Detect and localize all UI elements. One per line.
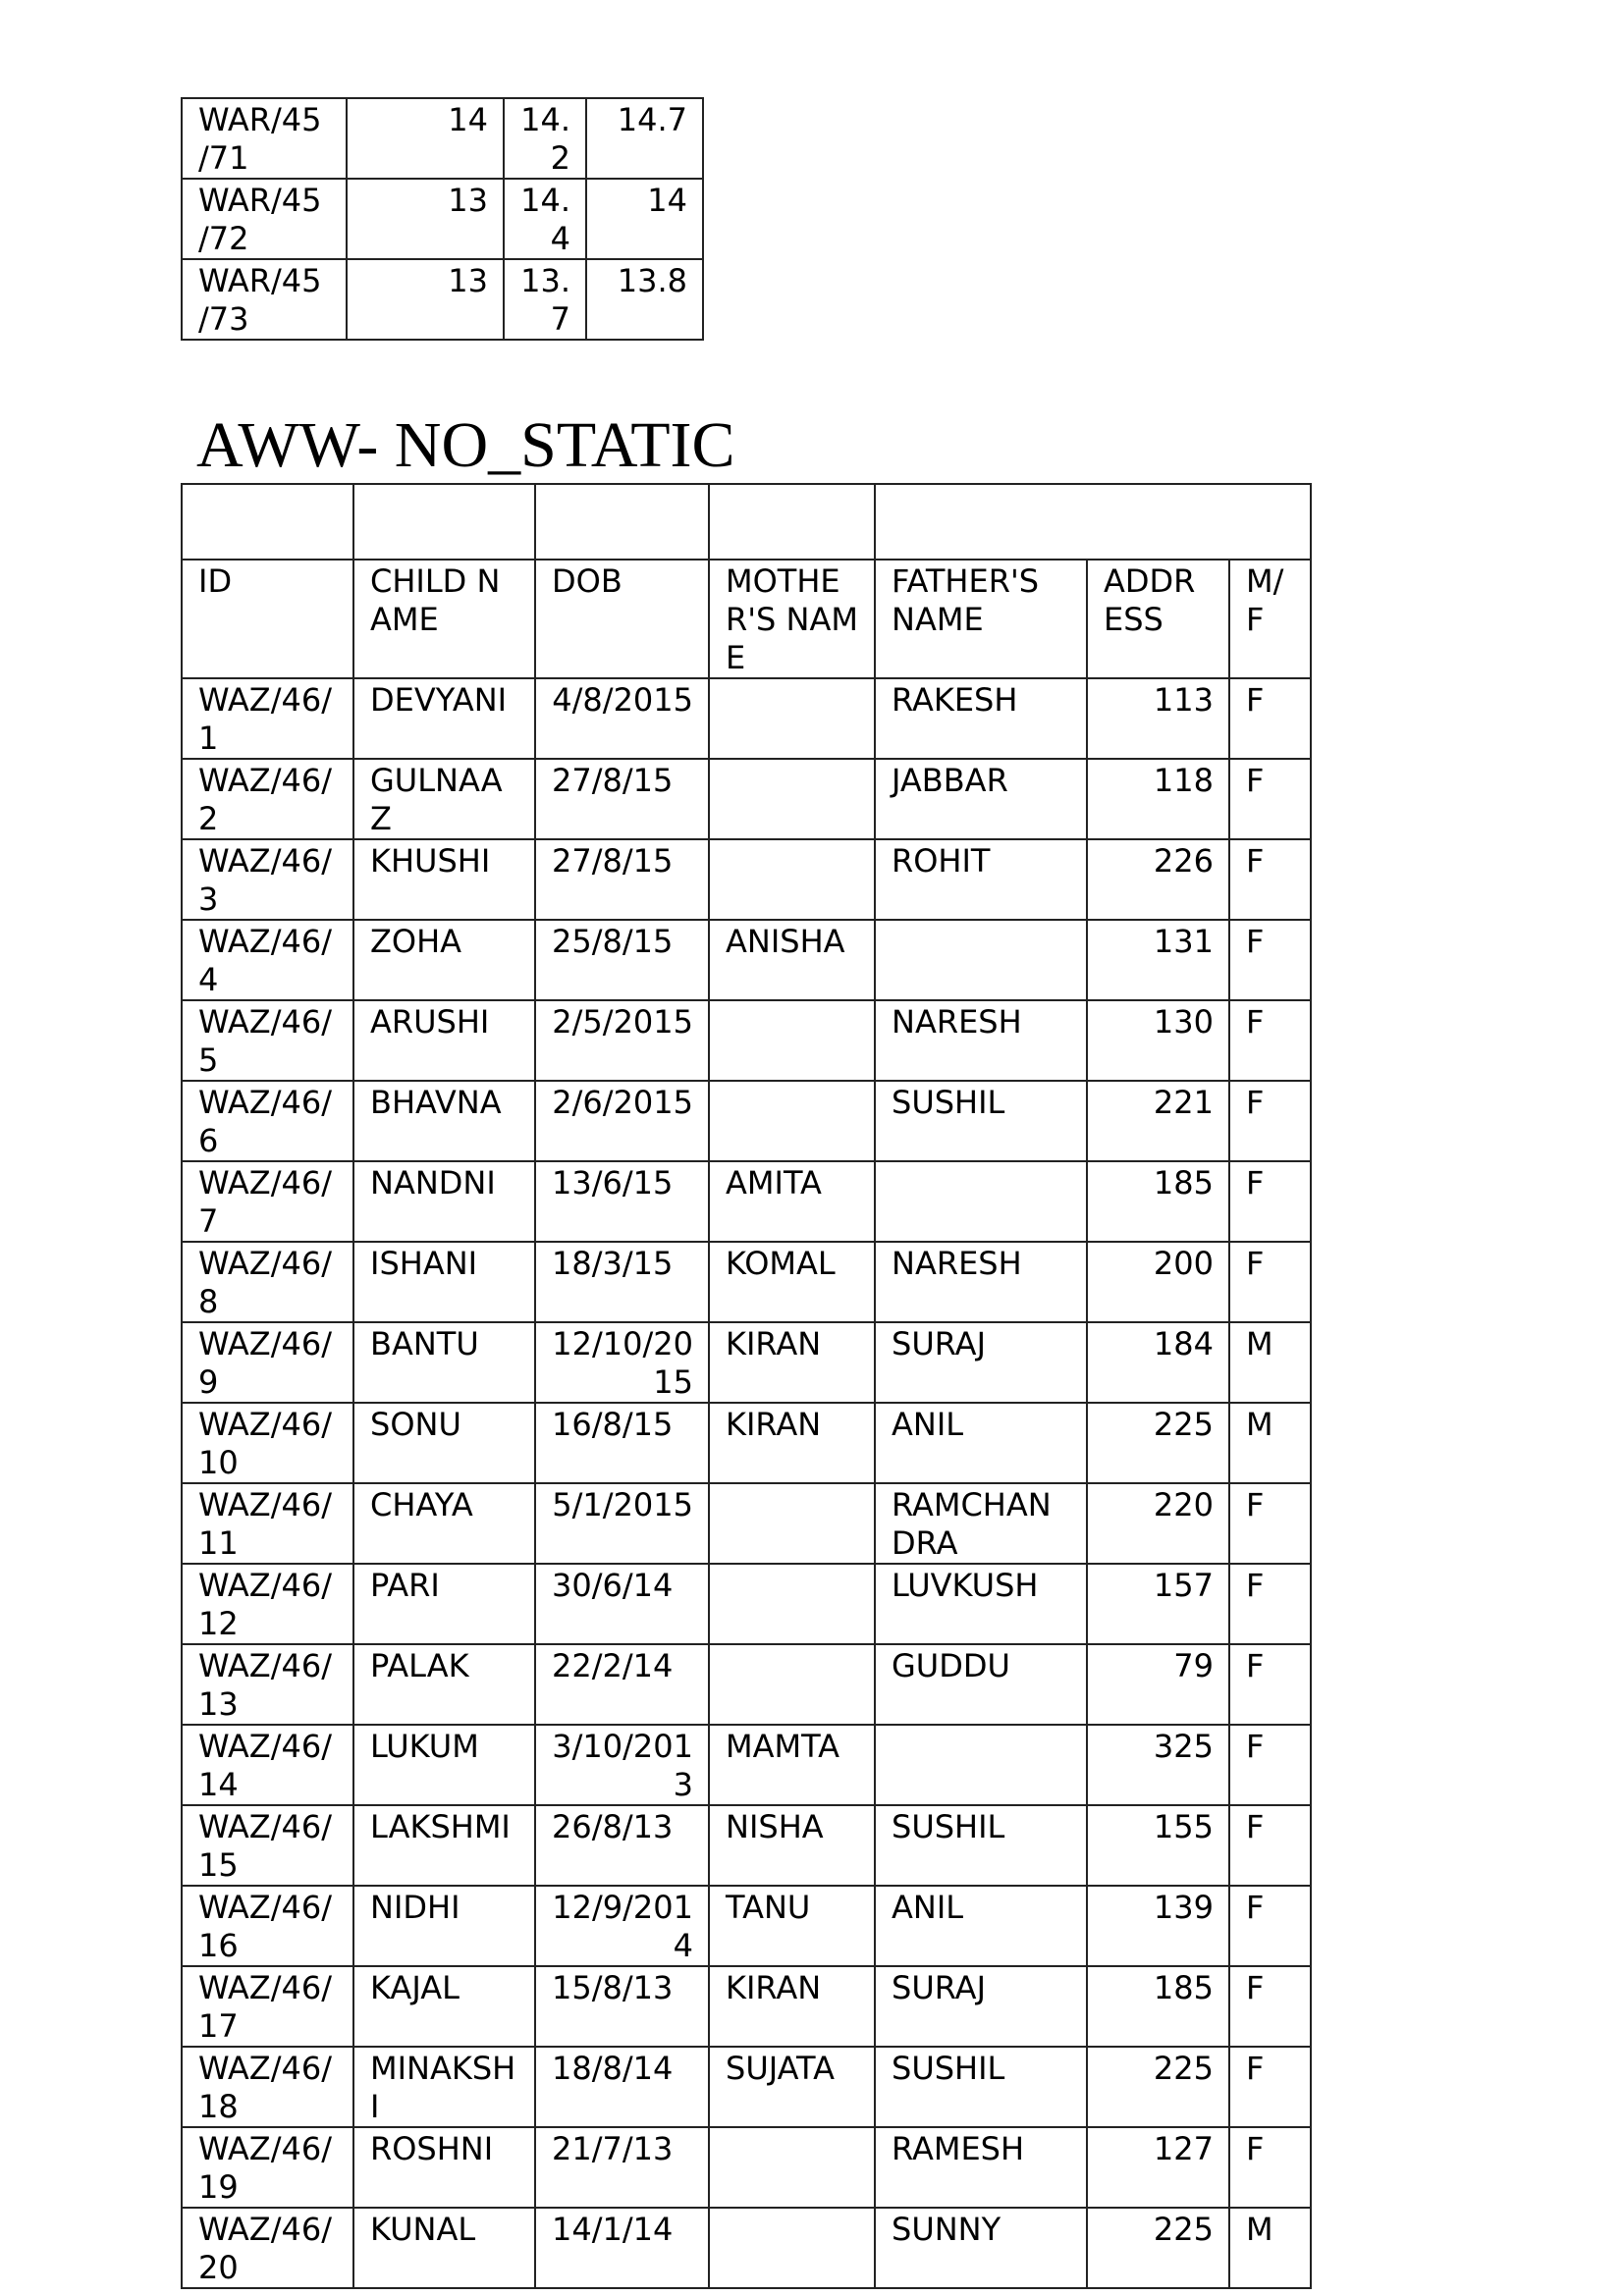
father-name-cell: LUVKUSH [875, 1564, 1087, 1644]
father-name-cell: GUDDU [875, 1644, 1087, 1725]
mother-name-cell [709, 759, 875, 839]
address-cell: 113 [1087, 678, 1229, 759]
father-name-cell: SUSHIL [875, 1805, 1087, 1886]
blank-cell [535, 484, 709, 560]
child-id-cell: WAZ/46/19 [182, 2127, 353, 2208]
address-cell: 131 [1087, 920, 1229, 1000]
row-id-cell: WAR/45 /73 [182, 259, 347, 340]
value-cell-1: 13 [347, 259, 504, 340]
sex-cell: F [1229, 1886, 1311, 1966]
mother-name-cell: KOMAL [709, 1242, 875, 1322]
sex-cell: F [1229, 1161, 1311, 1242]
dob-cell: 12/10/2015 [535, 1322, 709, 1403]
father-name-cell: ANIL [875, 1886, 1087, 1966]
address-cell: 139 [1087, 1886, 1229, 1966]
table-row [182, 1886, 1311, 1966]
dob-cell: 21/7/13 [535, 2127, 709, 2208]
child-name-cell: KAJAL [353, 1966, 535, 2047]
address-cell: 157 [1087, 1564, 1229, 1644]
dob-cell: 22/2/14 [535, 1644, 709, 1725]
address-cell: 118 [1087, 759, 1229, 839]
table-row [182, 920, 1311, 1000]
dob-cell: 5/1/2015 [535, 1483, 709, 1564]
mother-name-cell [709, 1081, 875, 1161]
father-name-cell: SURAJ [875, 1322, 1087, 1403]
address-cell: 226 [1087, 839, 1229, 920]
table-row [182, 1564, 1311, 1644]
table-row [182, 2208, 1311, 2288]
mother-name-cell [709, 1000, 875, 1081]
mother-name-cell: KIRAN [709, 1966, 875, 2047]
previous-table-row [182, 179, 703, 259]
child-name-cell: KUNAL [353, 2208, 535, 2288]
header-sex: M/ F [1229, 560, 1311, 678]
dob-cell: 18/3/15 [535, 1242, 709, 1322]
table-row [182, 1483, 1311, 1564]
child-name-cell: LAKSHMI [353, 1805, 535, 1886]
mother-name-cell: AMITA [709, 1161, 875, 1242]
sex-cell: F [1229, 2127, 1311, 2208]
father-name-cell [875, 1161, 1087, 1242]
value-cell-1: 13 [347, 179, 504, 259]
father-name-cell: RAMCHANDRA [875, 1483, 1087, 1564]
child-id-cell: WAZ/46/12 [182, 1564, 353, 1644]
dob-cell: 12/9/2014 [535, 1886, 709, 1966]
child-id-cell: WAZ/46/14 [182, 1725, 353, 1805]
address-cell: 79 [1087, 1644, 1229, 1725]
table-row [182, 1161, 1311, 1242]
child-name-cell: SONU [353, 1403, 535, 1483]
mother-name-cell: TANU [709, 1886, 875, 1966]
previous-table [181, 97, 704, 341]
header-mother-name: MOTHE R'S NAME [709, 560, 875, 678]
table-row [182, 839, 1311, 920]
sex-cell: F [1229, 759, 1311, 839]
value-cell-2: 14. 2 [504, 98, 586, 179]
child-id-cell: WAZ/46/11 [182, 1483, 353, 1564]
header-child-name: CHILD NAME [353, 560, 535, 678]
value-cell-3: 14 [586, 179, 703, 259]
child-name-cell: KHUSHI [353, 839, 535, 920]
mother-name-cell [709, 2127, 875, 2208]
address-cell: 184 [1087, 1322, 1229, 1403]
child-id-cell: WAZ/46/5 [182, 1000, 353, 1081]
child-id-cell: WAZ/46/9 [182, 1322, 353, 1403]
child-id-cell: WAZ/46/6 [182, 1081, 353, 1161]
table-row [182, 1242, 1311, 1322]
header-id: ID [182, 560, 353, 678]
child-id-cell: WAZ/46/10 [182, 1403, 353, 1483]
father-name-cell: RAKESH [875, 678, 1087, 759]
table-row [182, 1725, 1311, 1805]
child-name-cell: ISHANI [353, 1242, 535, 1322]
mother-name-cell: KIRAN [709, 1403, 875, 1483]
child-name-cell: BHAVNA [353, 1081, 535, 1161]
address-cell: 185 [1087, 1161, 1229, 1242]
mother-name-cell: ANISHA [709, 920, 875, 1000]
dob-cell: 18/8/14 [535, 2047, 709, 2127]
father-name-cell: ANIL [875, 1403, 1087, 1483]
child-name-cell: ARUSHI [353, 1000, 535, 1081]
child-id-cell: WAZ/46/7 [182, 1161, 353, 1242]
mother-name-cell [709, 1564, 875, 1644]
sex-cell: F [1229, 2047, 1311, 2127]
address-cell: 155 [1087, 1805, 1229, 1886]
sex-cell: F [1229, 1725, 1311, 1805]
sex-cell: F [1229, 1966, 1311, 2047]
child-id-cell: WAZ/46/8 [182, 1242, 353, 1322]
sex-cell: M [1229, 1403, 1311, 1483]
father-name-cell: SUNNY [875, 2208, 1087, 2288]
table-row [182, 759, 1311, 839]
dob-cell: 16/8/15 [535, 1403, 709, 1483]
child-id-cell: WAZ/46/1 [182, 678, 353, 759]
value-cell-1: 14 [347, 98, 504, 179]
dob-cell: 13/6/15 [535, 1161, 709, 1242]
blank-header-row [182, 484, 1311, 560]
sex-cell: F [1229, 839, 1311, 920]
value-cell-2: 13. 7 [504, 259, 586, 340]
blank-cell [353, 484, 535, 560]
dob-cell: 27/8/15 [535, 839, 709, 920]
table-row [182, 1805, 1311, 1886]
father-name-cell: RAMESH [875, 2127, 1087, 2208]
dob-cell: 30/6/14 [535, 1564, 709, 1644]
address-cell: 127 [1087, 2127, 1229, 2208]
header-father-name: FATHER'S NAME [875, 560, 1087, 678]
dob-cell: 25/8/15 [535, 920, 709, 1000]
child-name-cell: GULNAAZ [353, 759, 535, 839]
blank-cell [182, 484, 353, 560]
blank-cell-merged [875, 484, 1311, 560]
sex-cell: F [1229, 1081, 1311, 1161]
child-id-cell: WAZ/46/16 [182, 1886, 353, 1966]
address-cell: 325 [1087, 1725, 1229, 1805]
child-name-cell: ZOHA [353, 920, 535, 1000]
child-id-cell: WAZ/46/3 [182, 839, 353, 920]
child-id-cell: WAZ/46/20 [182, 2208, 353, 2288]
father-name-cell: SUSHIL [875, 1081, 1087, 1161]
dob-cell: 15/8/13 [535, 1966, 709, 2047]
child-name-cell: NANDNI [353, 1161, 535, 1242]
sex-cell: F [1229, 1805, 1311, 1886]
mother-name-cell [709, 2208, 875, 2288]
mother-name-cell: SUJATA [709, 2047, 875, 2127]
child-name-cell: LUKUM [353, 1725, 535, 1805]
child-id-cell: WAZ/46/13 [182, 1644, 353, 1725]
section-title: AWW- NO_STATIC [196, 409, 735, 481]
address-cell: 225 [1087, 1403, 1229, 1483]
table-row [182, 1966, 1311, 2047]
value-cell-3: 13.8 [586, 259, 703, 340]
mother-name-cell: MAMTA [709, 1725, 875, 1805]
father-name-cell: JABBAR [875, 759, 1087, 839]
sex-cell: F [1229, 1483, 1311, 1564]
child-name-cell: PARI [353, 1564, 535, 1644]
child-id-cell: WAZ/46/18 [182, 2047, 353, 2127]
child-name-cell: PALAK [353, 1644, 535, 1725]
table-row [182, 1322, 1311, 1403]
row-id-cell: WAR/45 /71 [182, 98, 347, 179]
dob-cell: 26/8/13 [535, 1805, 709, 1886]
father-name-cell: SUSHIL [875, 2047, 1087, 2127]
child-name-cell: NIDHI [353, 1886, 535, 1966]
child-name-cell: BANTU [353, 1322, 535, 1403]
father-name-cell [875, 920, 1087, 1000]
table-row [182, 2047, 1311, 2127]
father-name-cell: NARESH [875, 1000, 1087, 1081]
dob-cell: 3/10/2013 [535, 1725, 709, 1805]
child-name-cell: ROSHNI [353, 2127, 535, 2208]
dob-cell: 27/8/15 [535, 759, 709, 839]
children-register-table [181, 483, 1312, 2289]
mother-name-cell [709, 678, 875, 759]
mother-name-cell: NISHA [709, 1805, 875, 1886]
dob-cell: 2/5/2015 [535, 1000, 709, 1081]
mother-name-cell [709, 839, 875, 920]
child-id-cell: WAZ/46/17 [182, 1966, 353, 2047]
mother-name-cell [709, 1483, 875, 1564]
dob-cell: 4/8/2015 [535, 678, 709, 759]
sex-cell: M [1229, 1322, 1311, 1403]
value-cell-3: 14.7 [586, 98, 703, 179]
table-row [182, 1644, 1311, 1725]
previous-table-row [182, 98, 703, 179]
dob-cell: 2/6/2015 [535, 1081, 709, 1161]
header-dob: DOB [535, 560, 709, 678]
father-name-cell: ROHIT [875, 839, 1087, 920]
table-row [182, 1000, 1311, 1081]
sex-cell: M [1229, 2208, 1311, 2288]
child-id-cell: WAZ/46/15 [182, 1805, 353, 1886]
child-id-cell: WAZ/46/4 [182, 920, 353, 1000]
table-row [182, 1081, 1311, 1161]
dob-cell: 14/1/14 [535, 2208, 709, 2288]
sex-cell: F [1229, 1000, 1311, 1081]
previous-table-row [182, 259, 703, 340]
address-cell: 130 [1087, 1000, 1229, 1081]
child-id-cell: WAZ/46/2 [182, 759, 353, 839]
column-header-row [182, 560, 1311, 678]
address-cell: 225 [1087, 2208, 1229, 2288]
mother-name-cell [709, 1644, 875, 1725]
sex-cell: F [1229, 920, 1311, 1000]
table-row [182, 1403, 1311, 1483]
table-row [182, 678, 1311, 759]
address-cell: 220 [1087, 1483, 1229, 1564]
address-cell: 225 [1087, 2047, 1229, 2127]
address-cell: 221 [1087, 1081, 1229, 1161]
sex-cell: F [1229, 1242, 1311, 1322]
mother-name-cell: KIRAN [709, 1322, 875, 1403]
sex-cell: F [1229, 678, 1311, 759]
address-cell: 200 [1087, 1242, 1229, 1322]
address-cell: 185 [1087, 1966, 1229, 2047]
father-name-cell: SURAJ [875, 1966, 1087, 2047]
sex-cell: F [1229, 1644, 1311, 1725]
child-name-cell: MINAKSHI [353, 2047, 535, 2127]
row-id-cell: WAR/45 /72 [182, 179, 347, 259]
father-name-cell: NARESH [875, 1242, 1087, 1322]
child-name-cell: CHAYA [353, 1483, 535, 1564]
previous-table-body [182, 98, 703, 340]
value-cell-2: 14. 4 [504, 179, 586, 259]
table-row [182, 2127, 1311, 2208]
sex-cell: F [1229, 1564, 1311, 1644]
header-address: ADDR ESS [1087, 560, 1229, 678]
child-name-cell: DEVYANI [353, 678, 535, 759]
father-name-cell [875, 1725, 1087, 1805]
blank-cell [709, 484, 875, 560]
children-register-body [182, 484, 1311, 2288]
